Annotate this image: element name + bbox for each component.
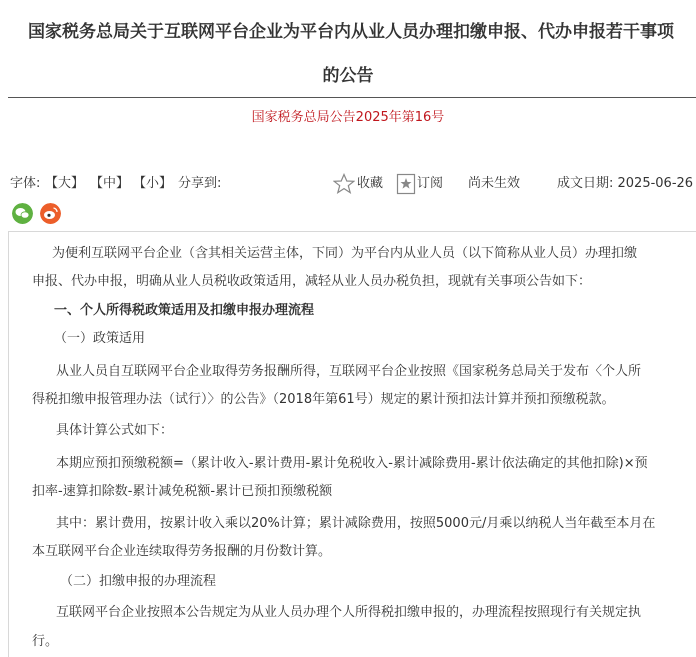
status-badge: 尚未生效 [468,176,521,191]
article-title [0,10,696,98]
title-divider [8,97,696,98]
paragraph-process-line-1: 互联网平台企业按照本公告规定为从业人员办理个人所得税扣缴申报的，办理流程按照现行有关规定执 [56,605,642,620]
paragraph-policy-line-1: 从业人员自互联网平台企业取得劳务报酬所得，互联网平台企业按照《国家税务总局关于发布〈个人所 [56,364,642,379]
font-size-label: 字体: [10,176,41,191]
star-icon[interactable] [333,173,355,195]
font-size-medium-button[interactable]: 【中】 [90,176,130,191]
subscribe-icon[interactable] [396,173,416,195]
subsection-heading-process: （二）扣缴申报的办理流程 [60,574,217,589]
paragraph-formula-intro: 具体计算公式如下： [56,423,174,438]
subscribe-button[interactable]: 订阅 [417,176,444,191]
font-size-large-button[interactable]: 【大】 [45,176,85,191]
paragraph-intro-line-1: 为便利互联网平台企业（含其相关运营主体，下同）为平台内从业人员（以下简称从业人员）办理扣缴 [52,246,638,261]
paragraph-process-line-2: 行。 [32,634,59,649]
paragraph-notes-line-2: 本互联网平台企业连续取得劳务报酬的月份数计算。 [32,544,332,559]
paragraph-formula-line-2: 扣率-速算扣除数-累计减免税额-累计已预扣预缴税额 [32,484,333,499]
favorite-button[interactable]: 收藏 [357,176,384,191]
section-heading-1: 一、个人所得税政策适用及扣缴申报办理流程 [54,303,315,318]
subsection-heading-policy: （一）政策适用 [54,331,146,346]
paragraph-formula-line-1: 本期应预扣预缴税额=（累计收入-累计费用-累计免税收入-累计减除费用-累计依法确定的其他扣除)×预 [56,456,648,471]
font-size-small-button[interactable]: 【小】 [133,176,173,191]
wechat-icon[interactable] [12,203,33,224]
paragraph-policy-line-2: 得税扣缴申报管理办法（试行）〉的公告》（2018年第61号）规定的累计预扣法计算并预扣预缴税款。 [32,392,615,407]
paragraph-intro-line-2: 申报、代办申报，明确从业人员税收政策适用，减轻从业人员办税负担，现就有关事项公告如下： [32,274,592,289]
issue-date: 成文日期: 2025-06-26 [557,176,694,191]
title-line-2: 的公告 [322,66,374,86]
weibo-icon[interactable] [40,203,61,224]
article-meta-bar [0,172,696,196]
title-line-1: 国家税务总局关于互联网平台企业为平台内从业人员办理扣缴申报、代办申报若干事项 [28,22,674,42]
share-label: 分享到: [178,176,222,191]
document-number: 国家税务总局公告2025年第16号 [251,110,445,125]
paragraph-notes-line-1: 其中：累计费用，按累计收入乘以20%计算；累计减除费用，按照5000元/月乘以纳税人当年截至本月在 [56,516,656,531]
